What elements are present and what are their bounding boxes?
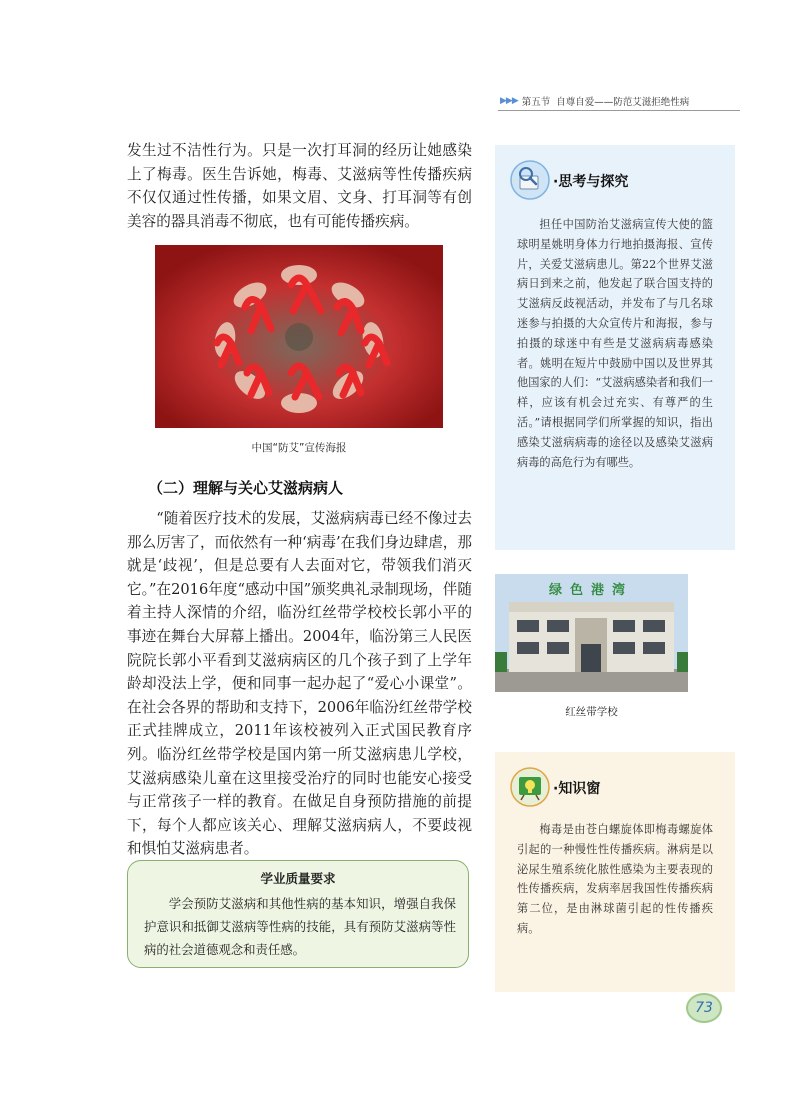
- main-paragraph-body: [127, 507, 472, 861]
- page-number: 73: [686, 993, 722, 1023]
- think-explore-panel: [495, 145, 735, 550]
- school-building-illustration: [495, 574, 688, 692]
- think-explore-body: 担任中国防治艾滋病宣传大使的篮球明星姚明身体力行地拍摄海报、宣传片，关爱艾滋病患儿。第22个世界艾滋病日到来之前，他发起了联合国支持的艾滋病反歧视活动，并发布了与几名球迷参与拍摄的大众宣传片和海报，参与拍摄的球迷中有些是艾滋病病毒感染者。姚明在短片中鼓励中国以及世界其他国家的人们：“艾滋病感染者和我们一样，应该有机会过充实、有尊严的生活。”请根据同学们所掌握的知识，指出感染艾滋病病毒的途径以及感染艾滋病病毒的高危行为有哪些。: [517, 218, 713, 469]
- header-divider: [498, 110, 740, 111]
- paragraph-text: “随着医疗技术的发展，艾滋病病毒已经不像过去那么厉害了，而依然有一种‘病毒’在我们身边肆虐，那就是‘歧视’，但是总要有人去面对它，带领我们消灭它。”在2016年度“感动中国”颁奖典礼录制现场，伴随着主持人深情的介绍，临汾红丝带学校校长郭小平的事迹在舞台大屏幕上播出。2004年，临汾第三人民医院院长郭小平看到艾滋病病区的几个孩子到了上学年龄却没法上学，便和同事一起办起了“爱心小课堂”。在社会各界的帮助和支持下，2006年临汾红丝带学校正式挂牌成立，2011年该校被列入正式国民教育序列。临汾红丝带学校是国内第一所艾滋病患儿学校，艾滋病感染儿童在这里接受治疗的同时也能安心接受与正常孩子一样的教育。在做足自身预防措施的前提下，每个人都应该关心、理解艾滋病病人，不要歧视和惧怕艾滋病患者。: [127, 510, 472, 858]
- magnifier-book-icon: [509, 159, 551, 201]
- section-number: 第五节: [521, 97, 551, 108]
- knowledge-window-panel: [495, 752, 735, 992]
- running-header: [500, 93, 740, 109]
- quality-box-title: 学业质量要求: [260, 871, 336, 886]
- school-sign: 绿色港湾: [548, 583, 634, 598]
- main-paragraph-top: [127, 139, 472, 233]
- paragraph-text: 发生过不洁性行为。只是一次打耳洞的经历让她感染上了梅毒。医生告诉她，梅毒、艾滋病等性传播疾病不仅仅通过性传播，如果文眉、文身、打耳洞等有创美容的器具消毒不彻底，也有可能传播疾病。: [127, 142, 472, 230]
- section-subheading: （二）理解与关心艾滋病病人: [148, 479, 344, 497]
- knowledge-window-title: ·知识窗: [553, 781, 601, 797]
- lightbulb-board-icon: [509, 766, 551, 808]
- quality-requirement-box: [127, 860, 469, 968]
- think-explore-title: ·思考与探究: [553, 174, 629, 190]
- ribbon-poster-illustration: [155, 245, 443, 428]
- ribbon-poster-photo: [155, 245, 443, 428]
- school-photo-caption: 红丝带学校: [565, 706, 618, 718]
- triple-arrow-icon: ▶▶▶: [500, 96, 518, 106]
- quality-box-body: 学会预防艾滋病和其他性病的基本知识，增强自我保护意识和抵御艾滋病等性病的技能，具有预防艾滋病等性病的社会道德观念和责任感。: [144, 896, 456, 957]
- knowledge-window-body: 梅毒是由苍白螺旋体即梅毒螺旋体引起的一种慢性性传播疾病。淋病是以泌尿生殖系统化脓性感染为主要表现的性传播疾病，发病率居我国性传播疾病第二位，是由淋球菌引起的性传播疾病。: [517, 823, 713, 935]
- school-building-photo: [495, 574, 688, 692]
- photo-caption: 中国“防艾”宣传海报: [251, 442, 347, 454]
- section-title: 自尊自爱——防范艾滋拒绝性病: [556, 97, 690, 108]
